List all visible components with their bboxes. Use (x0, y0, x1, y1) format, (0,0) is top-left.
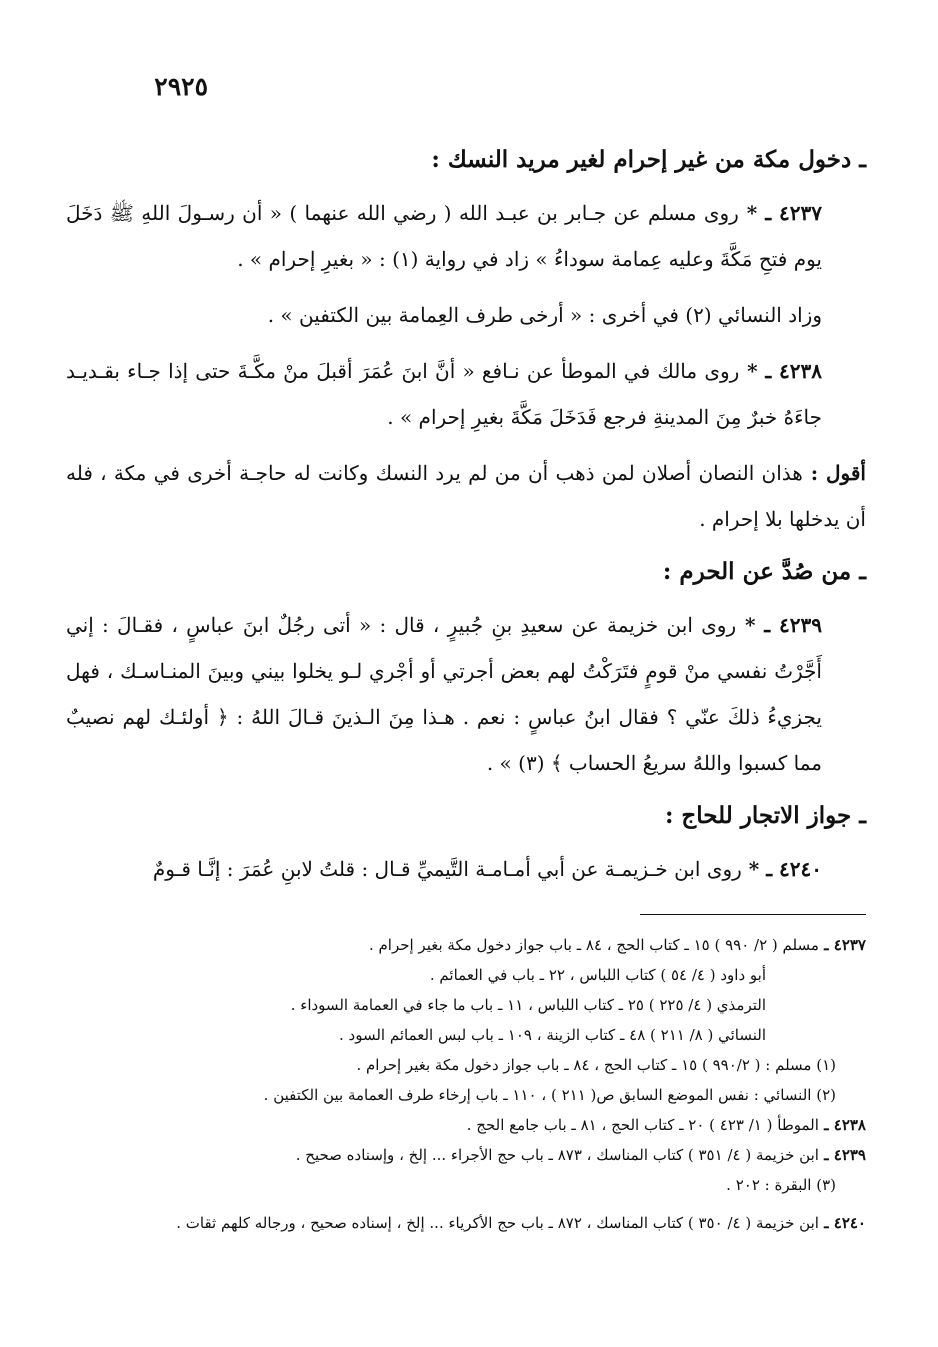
hadith-text: وزاد النسائي (٢) في أخرى : « أرخى طرف العِمامة بين الكتفين » . (267, 303, 822, 327)
hadith-text: روى ابن خزيمة عن سعيدِ بنِ جُبيرٍ ، قال : « أتى رجُلٌ ابنَ عباسٍ ، فقـالَ : إني أَجَّرْتُ نفسي منْ قومٍ فتَرَكْتُ لهم بعض أجرتي أو أجْري لـو يخلوا بيني وبينَ المنـاسـك ، فهل يجزيءُ ذلكَ عنّي ؟ فقال ابنُ عباسٍ : نعم . هـذا مِنَ الـذينَ قـالَ اللهُ : ﴿ أولئـك لهم نصيبٌ مما كسبوا واللهُ سريعُ الحساب ﴾ (٣) » . (66, 613, 822, 775)
footnote (66, 960, 866, 990)
footnote-ref: ٤٢٣٧ ـ (818, 936, 866, 954)
footnote (66, 1140, 866, 1170)
commentary-lead: أقول : (802, 461, 866, 485)
section-heading: ـ دخول مكة من غير إحرام لغير مريد النسك : (431, 146, 866, 173)
section (66, 552, 866, 786)
footnote (66, 1050, 866, 1080)
footnote-text: (٣) البقرة : ٢٠٢ . (726, 1176, 836, 1194)
footnote (66, 930, 866, 960)
footnote-text: ابن خزيمة ( ٤/ ٣٥٠ ) كتاب المناسك ، ٨٧٢ ـ باب حج الأكرياء ... إلخ ، إسناده صحيح ، ورجاله كلهم ثقات . (176, 1214, 819, 1232)
footnotes (66, 930, 866, 1238)
hadith-text: روى ابن خـزيمـة عن أبي أمـامـة التَّيميِّ قـال : قلتُ لابنِ عُمَرَ : إنَّـا قـومٌ (152, 857, 742, 881)
footnote (66, 1208, 866, 1238)
hadith-paragraph (66, 190, 866, 282)
hadith-number: ٤٢٤٠ ـ * (741, 857, 822, 881)
commentary-paragraph (66, 450, 866, 542)
footnote-text: الموطأ ( ١/ ٤٢٣ ) ٢٠ ـ كتاب الحج ، ٨١ ـ باب جامع الحج . (466, 1116, 819, 1134)
footnote (66, 990, 866, 1020)
footnote-text: ابن خزيمة ( ٤/ ٣٥١ ) كتاب المناسك ، ٨٧٣ ـ باب حج الأجراء ... إلخ ، وإسناده صحيح . (295, 1146, 819, 1164)
hadith-text: روى مالك في الموطأ عن نـافع « أنَّ ابنَ عُمَرَ أقبلَ منْ مكَّـةَ حتى إذا جـاء بقـديـد جاءَهُ خبرٌ مِنَ المدينةِ فرجع فَدَخَلَ مَكَّةَ بغيرِ إحرام » . (66, 359, 822, 429)
footnote-divider (640, 914, 866, 915)
hadith-number: ٤٢٣٧ ـ * (738, 201, 822, 225)
footnote-text: (١) مسلم : ( ٩٩٠/٢ ) ١٥ ـ كتاب الحج ، ٨٤ ـ باب جواز دخول مكة بغير إحرام . (356, 1056, 836, 1074)
footnote-text: (٢) النسائي : نفس الموضع السابق ص( ٢١١ ) ، ١١٠ ـ باب إرخاء طرف العمامة بين الكتفين . (263, 1086, 836, 1104)
section-heading: ـ من صُدَّ عن الحرم : (662, 558, 866, 585)
hadith-paragraph (66, 602, 866, 786)
hadith-number: ٤٢٣٩ ـ * (736, 613, 822, 637)
page-number: ٢٩٢٥ (154, 72, 208, 101)
hadith-paragraph (66, 292, 866, 338)
footnote-text: أبو داود ( ٤/ ٥٤ ) كتاب اللباس ، ٢٢ ـ باب في العمائم . (429, 966, 766, 984)
footnote-text: الترمذي ( ٤/ ٢٢٥ ) ٢٥ ـ كتاب اللباس ، ١١ ـ باب ما جاء في العمامة السوداء . (290, 996, 766, 1014)
hadith-number: ٤٢٣٨ ـ * (739, 359, 822, 383)
footnote (66, 1080, 866, 1110)
commentary-text: هذان النصان أصلان لمن ذهب أن من لم يرد النسك وكانت له حاجـة أخرى في مكة ، فله أن يدخلها بلا إحرام . (66, 461, 866, 531)
footnote (66, 1020, 866, 1050)
footnote-ref: ٤٢٤٠ ـ (818, 1214, 866, 1232)
section-heading: ـ جواز الاتجار للحاج : (664, 802, 866, 829)
main-text (66, 140, 866, 902)
footnote-ref: ٤٢٣٩ ـ (818, 1146, 866, 1164)
hadith-text: روى مسلم عن جـابر بن عبـد الله ( رضي الله عنهما ) « أن رسـولَ اللهِ ﷺ دَخَلَ يوم فتحِ مَكَّةَ وعليه عِمامة سوداءُ » زاد في رواية (١) : « بغيرِ إحرام » . (66, 201, 822, 271)
footnote-text: النسائي ( ٨/ ٢١١ ) ٤٨ ـ كتاب الزينة ، ١٠٩ ـ باب لبس العمائم السود . (338, 1026, 766, 1044)
hadith-paragraph (66, 846, 866, 892)
section (66, 140, 866, 542)
footnote (66, 1170, 866, 1200)
hadith-paragraph (66, 348, 866, 440)
footnote-text: مسلم ( ٢/ ٩٩٠ ) ١٥ ـ كتاب الحج ، ٨٤ ـ باب جواز دخول مكة بغير إحرام . (368, 936, 819, 954)
footnote (66, 1110, 866, 1140)
footnote-ref: ٤٢٣٨ ـ (818, 1116, 866, 1134)
section (66, 796, 866, 892)
